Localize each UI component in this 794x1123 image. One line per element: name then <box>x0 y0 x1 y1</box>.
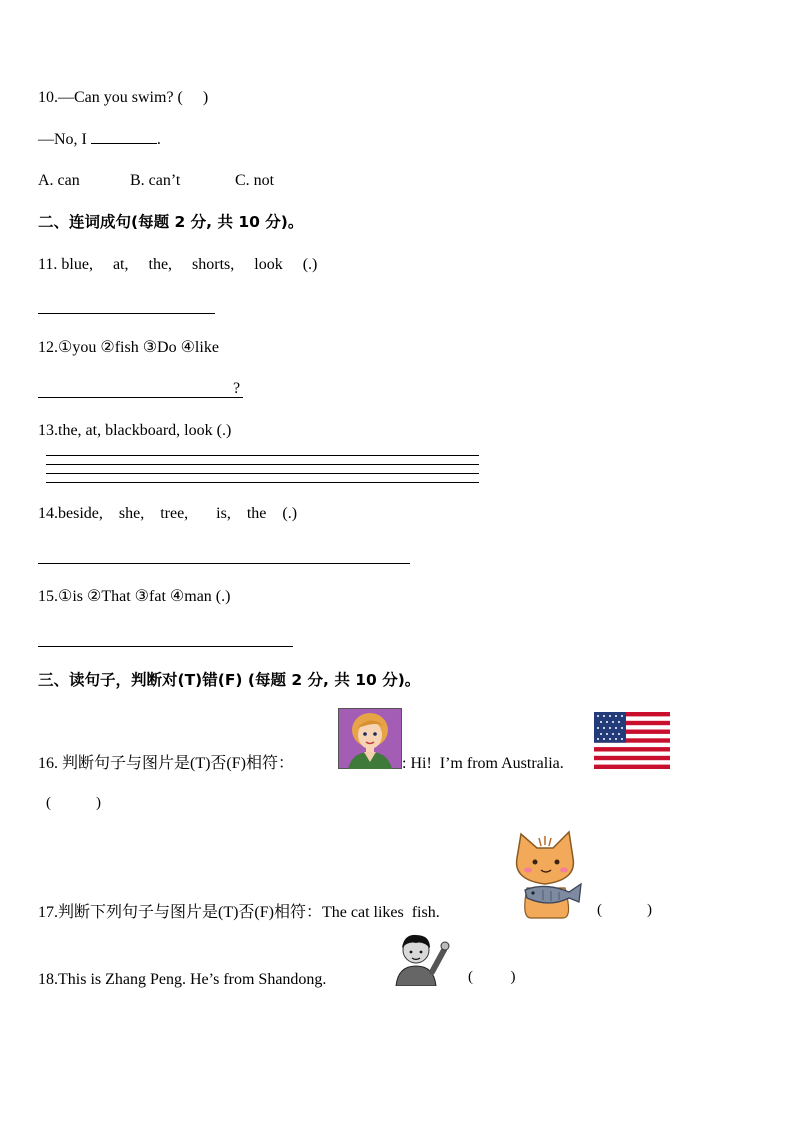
q13-words: 13.the, at, blackboard, look (.) <box>38 422 232 439</box>
q12-words: 12.①you ②fish ③Do ④like <box>38 339 219 356</box>
q14-answer-line[interactable] <box>38 563 410 564</box>
q11-words: 11. blue, at, the, shorts, look (.) <box>38 256 318 273</box>
q10-question: 10.—Can you swim? ( ) <box>38 89 209 106</box>
q18-answer-paren[interactable]: ( ) <box>468 969 516 985</box>
q15-words: 15.①is ②That ③fat ④man (.) <box>38 588 231 605</box>
q16-prompt: 16. 判断句子与图片是(T)否(F)相符： <box>38 755 294 772</box>
us-flag-icon <box>594 712 670 769</box>
q10-answer-prefix: —No, I <box>38 131 91 148</box>
q10-answer-suffix: . <box>156 131 161 148</box>
q16-answer-paren[interactable]: ( ) <box>46 795 101 811</box>
section2-heading: 二、连词成句(每题 2 分, 共 10 分)。 <box>38 213 304 231</box>
q13-answer-line-4[interactable] <box>46 482 479 483</box>
q17-sentence: 17.判断下列句子与图片是(T)否(F)相符：The cat likes fish. <box>38 904 440 921</box>
boy-waving-icon <box>390 930 452 986</box>
cat-with-fish-icon <box>503 828 587 920</box>
girl-avatar-icon <box>338 708 402 769</box>
q14-words: 14.beside, she, tree, is, the (.) <box>38 505 298 522</box>
section3-heading: 三、读句子，判断对(T)错(F) (每题 2 分, 共 10 分)。 <box>38 671 421 689</box>
q10-option-a[interactable]: A. can <box>38 172 80 189</box>
q12-answer-line[interactable] <box>38 397 243 398</box>
q10-answer-line <box>38 130 161 150</box>
q12-question-mark: ? <box>233 380 241 397</box>
q16-sentence: : Hi! I’m from Australia. <box>402 755 564 772</box>
q13-answer-line-2[interactable] <box>46 464 479 465</box>
q15-answer-line[interactable] <box>38 646 293 647</box>
q10-option-c[interactable]: C. not <box>235 172 275 189</box>
q13-answer-line-3[interactable] <box>46 473 479 474</box>
q11-answer-line[interactable] <box>38 313 215 314</box>
q10-option-b[interactable]: B. can’t <box>130 172 181 189</box>
q10-answer-blank[interactable] <box>91 143 157 144</box>
q17-answer-paren[interactable]: ( ) <box>597 902 652 918</box>
q13-answer-line-1[interactable] <box>46 455 479 456</box>
q18-sentence: 18.This is Zhang Peng. He’s from Shandong. <box>38 971 327 988</box>
